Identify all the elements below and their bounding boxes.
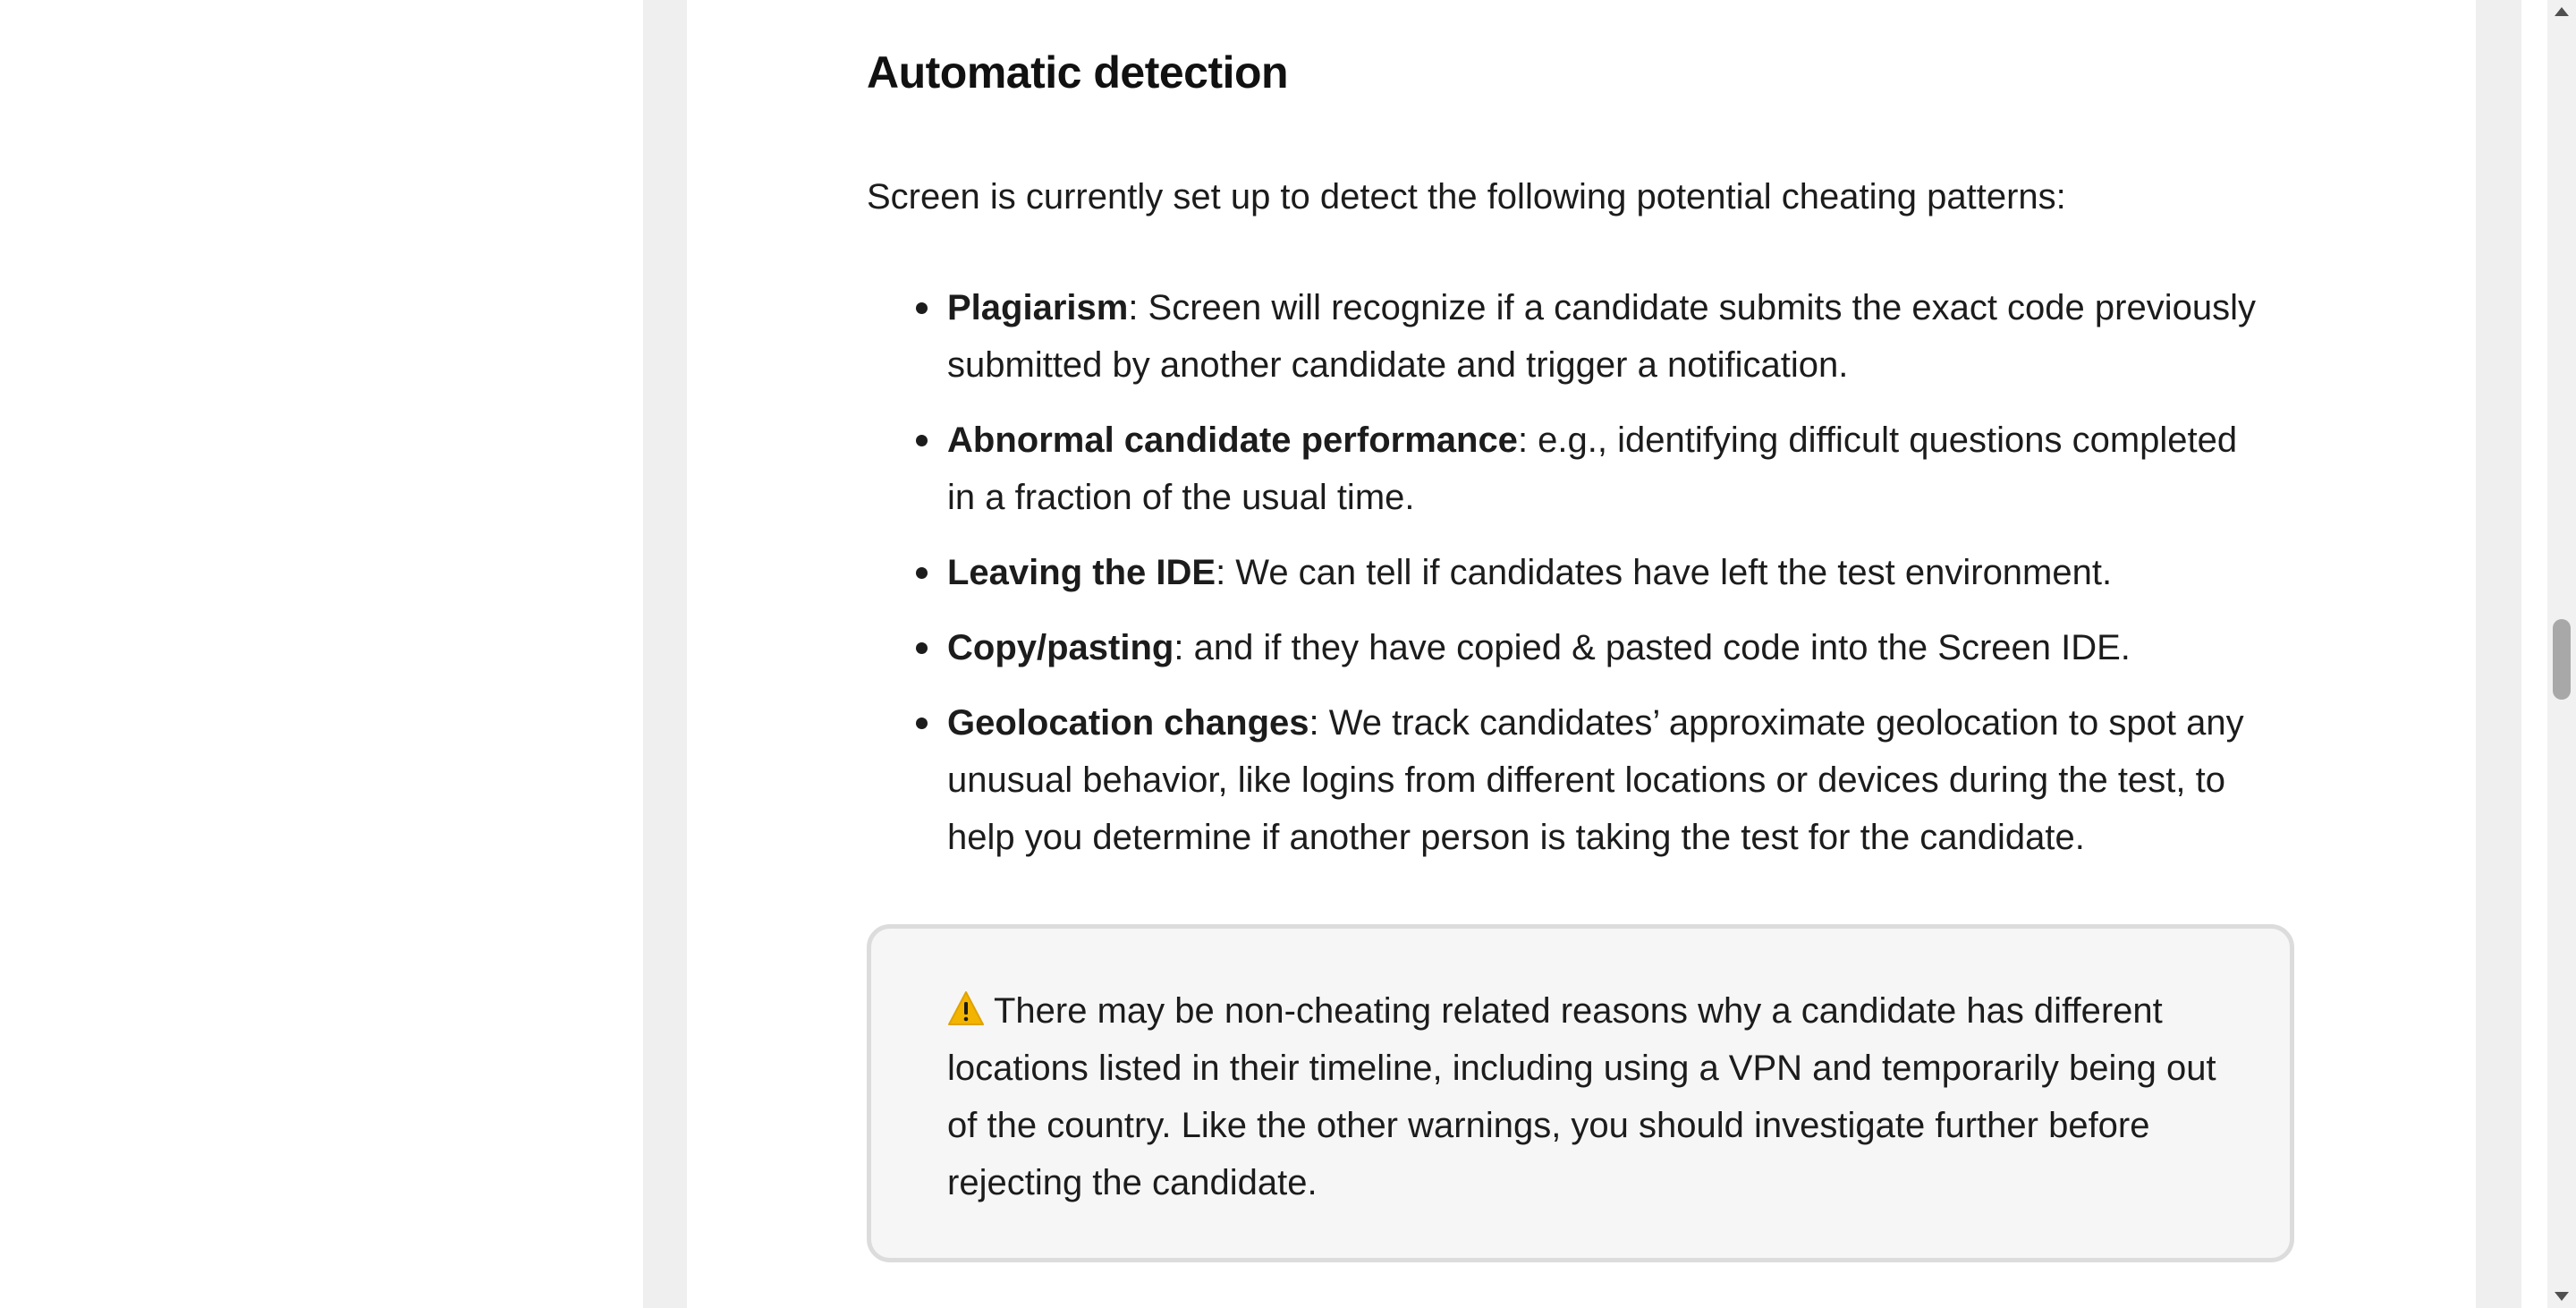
- list-item-geolocation: [947, 694, 2271, 866]
- list-item-text: : e.g., identifying difficult questions completed in a fraction of the usual time.: [947, 420, 2238, 517]
- list-item-label: Copy/pasting: [947, 628, 1174, 667]
- list-item-label: Geolocation changes: [947, 703, 1309, 743]
- list-item-text: : and if they have copied & pasted code into the Screen IDE.: [1174, 628, 2131, 667]
- list-item-label: Plagiarism: [947, 288, 1129, 327]
- intro-paragraph: Screen is currently set up to detect the following potential cheating patterns:: [867, 177, 2066, 217]
- callout-text-block: [947, 982, 2217, 1211]
- section-heading: Automatic detection: [867, 47, 1289, 98]
- cheating-patterns-list: [947, 279, 2271, 884]
- list-item-abnormal-performance: [947, 412, 2271, 526]
- list-item-plagiarism: [947, 279, 2271, 394]
- vertical-scrollbar[interactable]: [2547, 0, 2576, 1308]
- list-item-label: Leaving the IDE: [947, 553, 1216, 592]
- list-item-copy-pasting: [947, 619, 2271, 676]
- list-item-leaving-ide: [947, 544, 2271, 601]
- list-item-text: : We can tell if candidates have left the test environment.: [1216, 553, 2113, 592]
- warning-icon: [947, 990, 985, 1026]
- left-side-band: [643, 0, 687, 1308]
- scroll-up-arrow-icon[interactable]: [2555, 7, 2569, 16]
- left-gutter: [0, 0, 643, 1308]
- list-item-text: : Screen will recognize if a candidate submits the exact code previously submitted by another candidate and trigger a notification.: [947, 288, 2256, 385]
- warning-callout: [867, 924, 2294, 1262]
- right-side-band: [2476, 0, 2521, 1308]
- scrollbar-thumb[interactable]: [2553, 619, 2571, 700]
- list-item-text: : We track candidates’ approximate geolocation to spot any unusual behavior, like logins from different locations or devices during the test, to help you determine if another person is taking the test for the candidate.: [947, 703, 2244, 857]
- article-panel: [687, 0, 2476, 1308]
- callout-text: There may be non-cheating related reasons why a candidate has different locations listed in their timeline, including using a VPN and temporarily being out of the country. Like the other warnings, you should investigate further before rejecting the candidate.: [947, 991, 2216, 1202]
- list-item-label: Abnormal candidate performance: [947, 420, 1518, 460]
- scroll-down-arrow-icon[interactable]: [2555, 1292, 2569, 1301]
